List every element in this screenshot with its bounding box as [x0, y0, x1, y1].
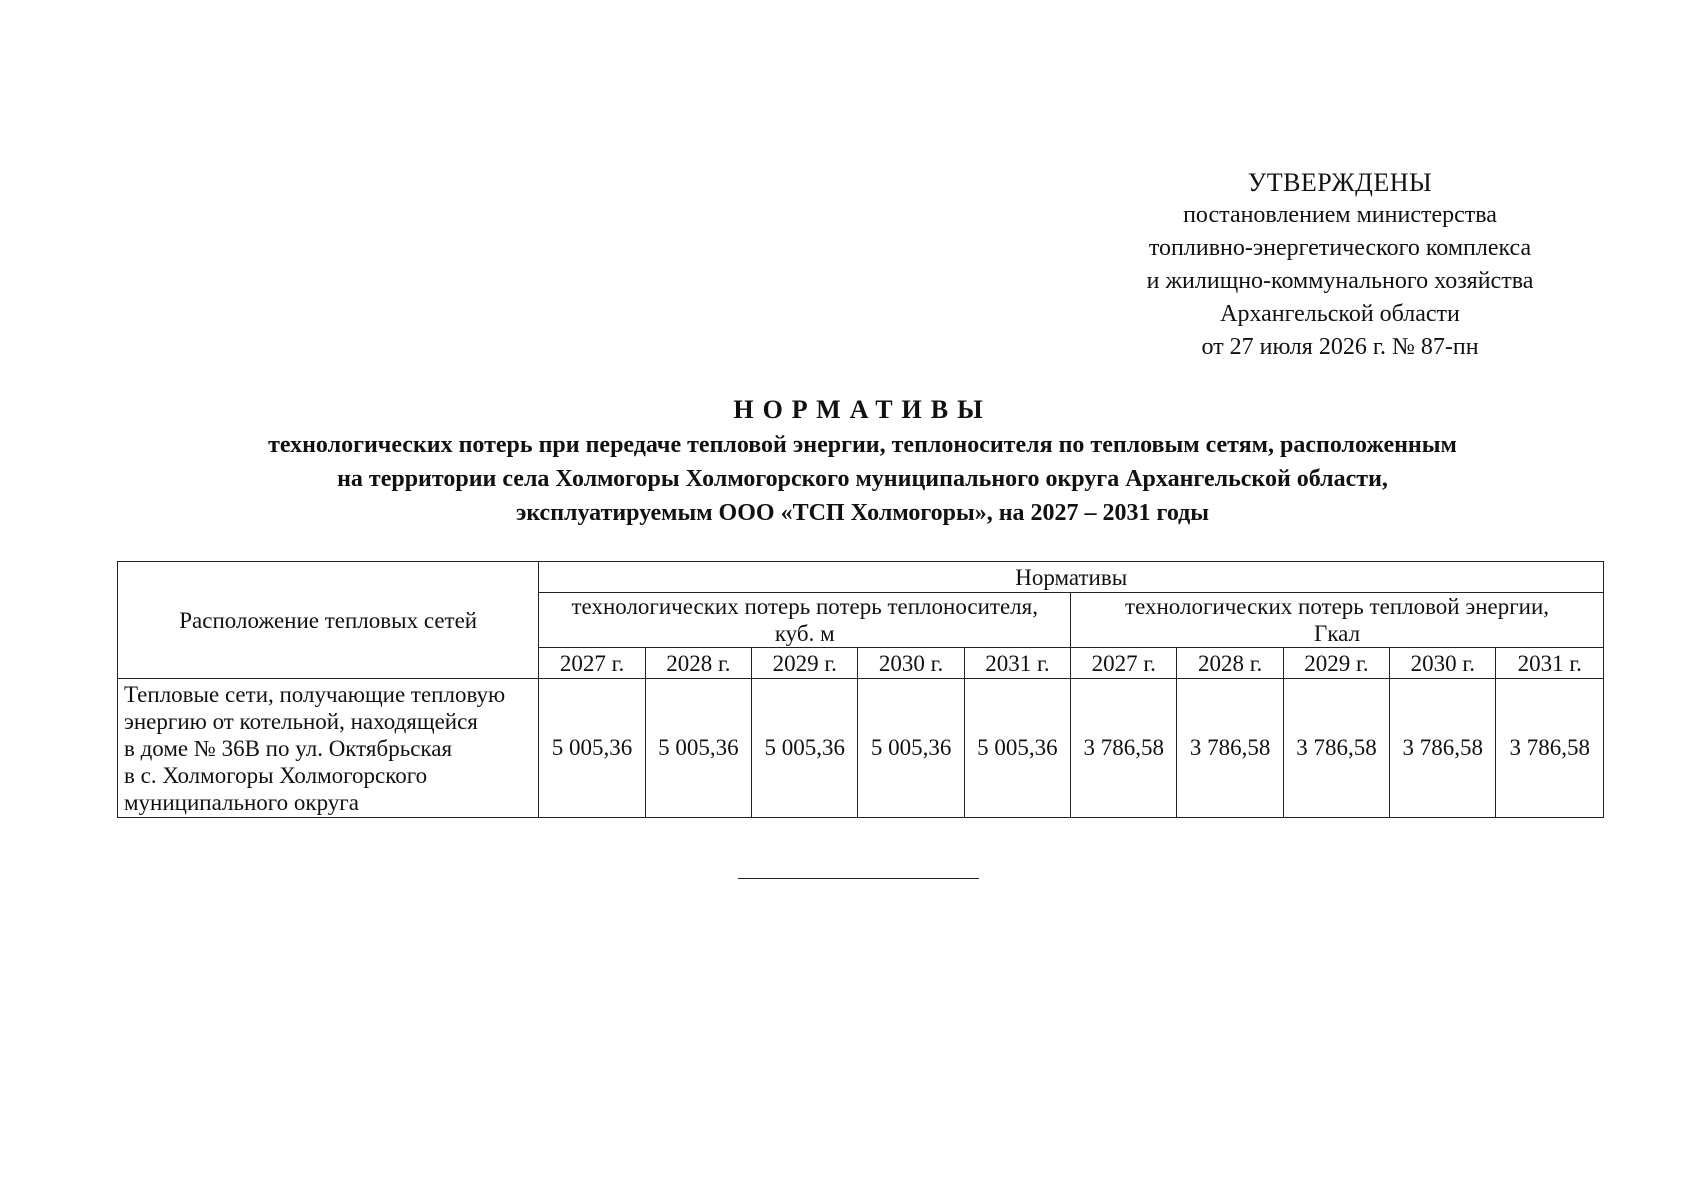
year-header: 2030 г.	[1390, 648, 1496, 679]
coolant-header-unit: куб. м	[774, 621, 835, 646]
location-line: в доме № 36В по ул. Октябрьская	[124, 735, 453, 761]
year-header: 2028 г.	[1177, 648, 1283, 679]
year-header: 2027 г.	[539, 648, 645, 679]
approval-line: постановлением министерства	[1183, 202, 1497, 228]
year-header: 2031 г.	[964, 648, 1070, 679]
approval-stamp	[1080, 166, 1600, 364]
location-cell	[118, 679, 539, 818]
year-header: 2029 г.	[752, 648, 858, 679]
approval-line: топливно-энергетического комплекса	[1148, 235, 1532, 261]
coolant-value-cell: 5 005,36	[752, 679, 858, 818]
heat-value-cell: 3 786,58	[1071, 679, 1177, 818]
coolant-value-cell: 5 005,36	[964, 679, 1070, 818]
year-header: 2028 г.	[645, 648, 751, 679]
year-header: 2031 г.	[1496, 648, 1604, 679]
document-title: НОРМАТИВЫ	[733, 395, 992, 424]
location-column-header: Расположение тепловых сетей	[118, 562, 539, 679]
location-line: муниципального округа	[124, 789, 359, 815]
approval-date-line: от 27 июля 2026 г. № 87-пн	[1201, 334, 1479, 360]
end-separator-line	[738, 878, 979, 879]
document-subtitle-line: технологических потерь при передаче тепловой энергии, теплоносителя по тепловым сетям, расположенным	[268, 432, 1457, 458]
norms-table	[117, 561, 1604, 818]
table-row	[118, 679, 1604, 818]
approval-line: Архангельской области	[1220, 301, 1460, 327]
coolant-value-cell: 5 005,36	[645, 679, 751, 818]
table-header-row	[118, 562, 1604, 593]
norms-group-header: Нормативы	[539, 562, 1604, 593]
year-header: 2030 г.	[858, 648, 964, 679]
year-header: 2029 г.	[1283, 648, 1389, 679]
document-title-block	[120, 392, 1605, 530]
heat-value-cell: 3 786,58	[1283, 679, 1389, 818]
heat-value-cell: 3 786,58	[1177, 679, 1283, 818]
approval-heading: УТВЕРЖДЕНЫ	[1247, 168, 1433, 197]
location-line: в с. Холмогоры Холмогорского	[124, 762, 428, 788]
coolant-losses-header	[539, 593, 1071, 648]
heat-losses-header	[1071, 593, 1604, 648]
heat-value-cell: 3 786,58	[1496, 679, 1604, 818]
approval-line: и жилищно-коммунального хозяйства	[1146, 268, 1534, 294]
location-line: энергию от котельной, находящейся	[124, 708, 478, 734]
coolant-header-line: технологических потерь потерь теплоносителя,	[571, 594, 1038, 619]
coolant-value-cell: 5 005,36	[539, 679, 645, 818]
heat-header-unit: Гкал	[1314, 621, 1361, 646]
document-subtitle-line: на территории села Холмогоры Холмогорского муниципального округа Архангельской области,	[337, 466, 1388, 492]
location-line: Тепловые сети, получающие тепловую	[124, 681, 506, 707]
coolant-value-cell: 5 005,36	[858, 679, 964, 818]
heat-header-line: технологических потерь тепловой энергии,	[1125, 594, 1550, 619]
year-header: 2027 г.	[1071, 648, 1177, 679]
document-subtitle-line: эксплуатируемым ООО «ТСП Холмогоры», на 2027 – 2031 годы	[515, 500, 1210, 526]
heat-value-cell: 3 786,58	[1390, 679, 1496, 818]
